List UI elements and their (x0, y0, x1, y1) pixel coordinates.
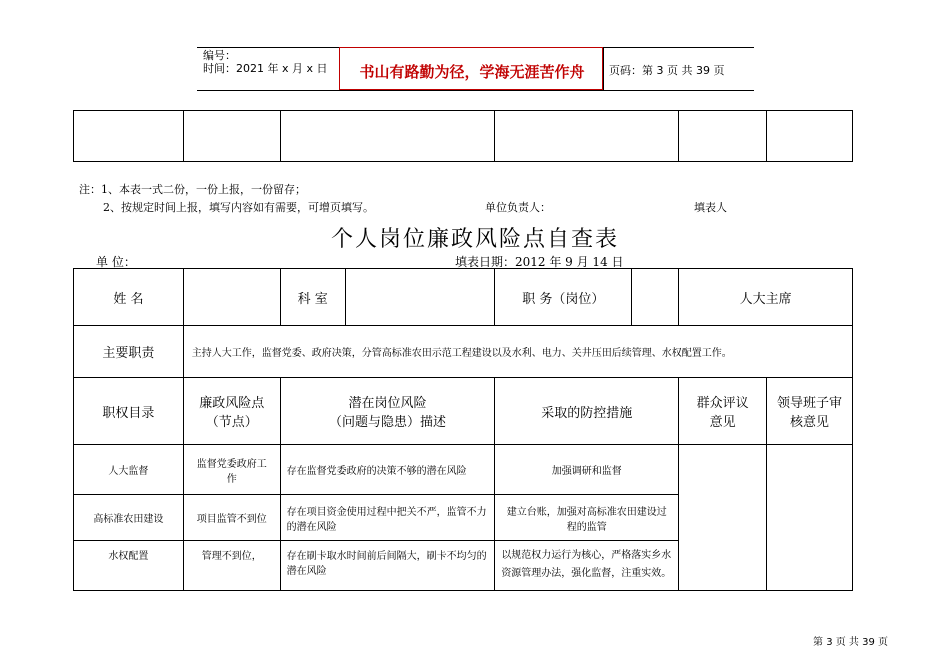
row-risk-point: 管理不到位， (183, 541, 280, 591)
blank-cell (678, 111, 766, 162)
col-measure: 采取的防控措施 (495, 378, 679, 445)
col-risk-point: 廉政风险点（节点） (183, 378, 280, 445)
row-risk-desc: 存在监督党委政府的决策不够的潜在风险 (280, 445, 495, 495)
row-item: 水权配置 (74, 541, 184, 591)
footer-page: 第 3 页 共 39 页 (813, 637, 888, 648)
blank-cell (184, 111, 281, 162)
header-divider (603, 47, 604, 91)
header-page: 页码：第 3 页 共 39 页 (609, 64, 725, 77)
col-public-review: 群众评议意见 (679, 378, 767, 445)
col-risk-desc-line1: 潜在岗位风险 (348, 396, 427, 411)
col-risk-desc (280, 378, 495, 445)
header-meta (203, 49, 328, 75)
blank-cell (281, 111, 495, 162)
note-line-2: 2、按规定时间上报，填写内容如有需要，可增页填写。 (103, 201, 374, 214)
row-risk-point: 项目监管不到位 (183, 495, 280, 541)
page-header (197, 47, 754, 91)
row-risk-desc: 存在项目资金使用过程中把关不严，监管不力的潜在风险 (280, 495, 495, 541)
row-leader-review (767, 445, 853, 591)
row-public-review (679, 445, 767, 591)
fill-date: 填表日期：2012 年 9 月 14 日 (455, 255, 624, 269)
header-time: 时间：2021 年 x 月 x 日 (203, 62, 328, 75)
header-bottom-rule (197, 90, 754, 91)
col-risk-desc-line2: （问题与隐患）描述 (328, 415, 446, 430)
unit-label: 单 位： (96, 255, 136, 269)
position-cell (495, 269, 679, 326)
unit-head-label: 单位负责人： (485, 201, 551, 214)
blank-cell (495, 111, 678, 162)
row-risk-point: 监督党委政府工作 (183, 445, 280, 495)
self-check-table (73, 268, 853, 591)
col-authority: 职权目录 (74, 378, 184, 445)
row-measure: 以规范权力运行为核心，严格落实乡水资源管理办法，强化监督，注重实效。 (495, 541, 679, 591)
header-number: 编号： (203, 49, 236, 62)
duties-value: 主持人大工作，监督党委、政府决策，分管高标准农田示范工程建设以及水利、电力、关井压田后续管理、水权配置工作。 (183, 326, 852, 378)
name-label: 姓 名 (74, 269, 184, 326)
row-item: 高标准农田建设 (74, 495, 184, 541)
filler-label: 填表人 (694, 201, 727, 214)
row-measure: 加强调研和监督 (495, 445, 679, 495)
dept-value (346, 269, 495, 325)
dept-label: 科 室 (281, 269, 346, 325)
header-motto: 书山有路勤为径，学海无涯苦作舟 (359, 63, 585, 81)
duties-label: 主要职责 (74, 326, 184, 378)
row-measure: 建立台账，加强对高标准农田建设过程的监管 (495, 495, 679, 541)
position-label: 职 务（岗位） (495, 269, 632, 325)
position-value: 人大主席 (679, 269, 853, 326)
table-row (74, 445, 853, 495)
note-line-1: 注：1、本表一式二份，一份上报，一份留存； (79, 183, 306, 196)
row-item: 人大监督 (74, 445, 184, 495)
blank-cell (766, 111, 852, 162)
col-leader-review: 领导班子审核意见 (767, 378, 853, 445)
form-title: 个人岗位廉政风险点自查表 (330, 227, 619, 252)
position-spacer (632, 269, 678, 325)
row-risk-desc: 存在刷卡取水时间前后间隔大，刷卡不均匀的潜在风险 (280, 541, 495, 591)
blank-table (73, 110, 853, 162)
dept-cell (280, 269, 495, 326)
name-value (183, 269, 280, 326)
blank-cell (74, 111, 184, 162)
